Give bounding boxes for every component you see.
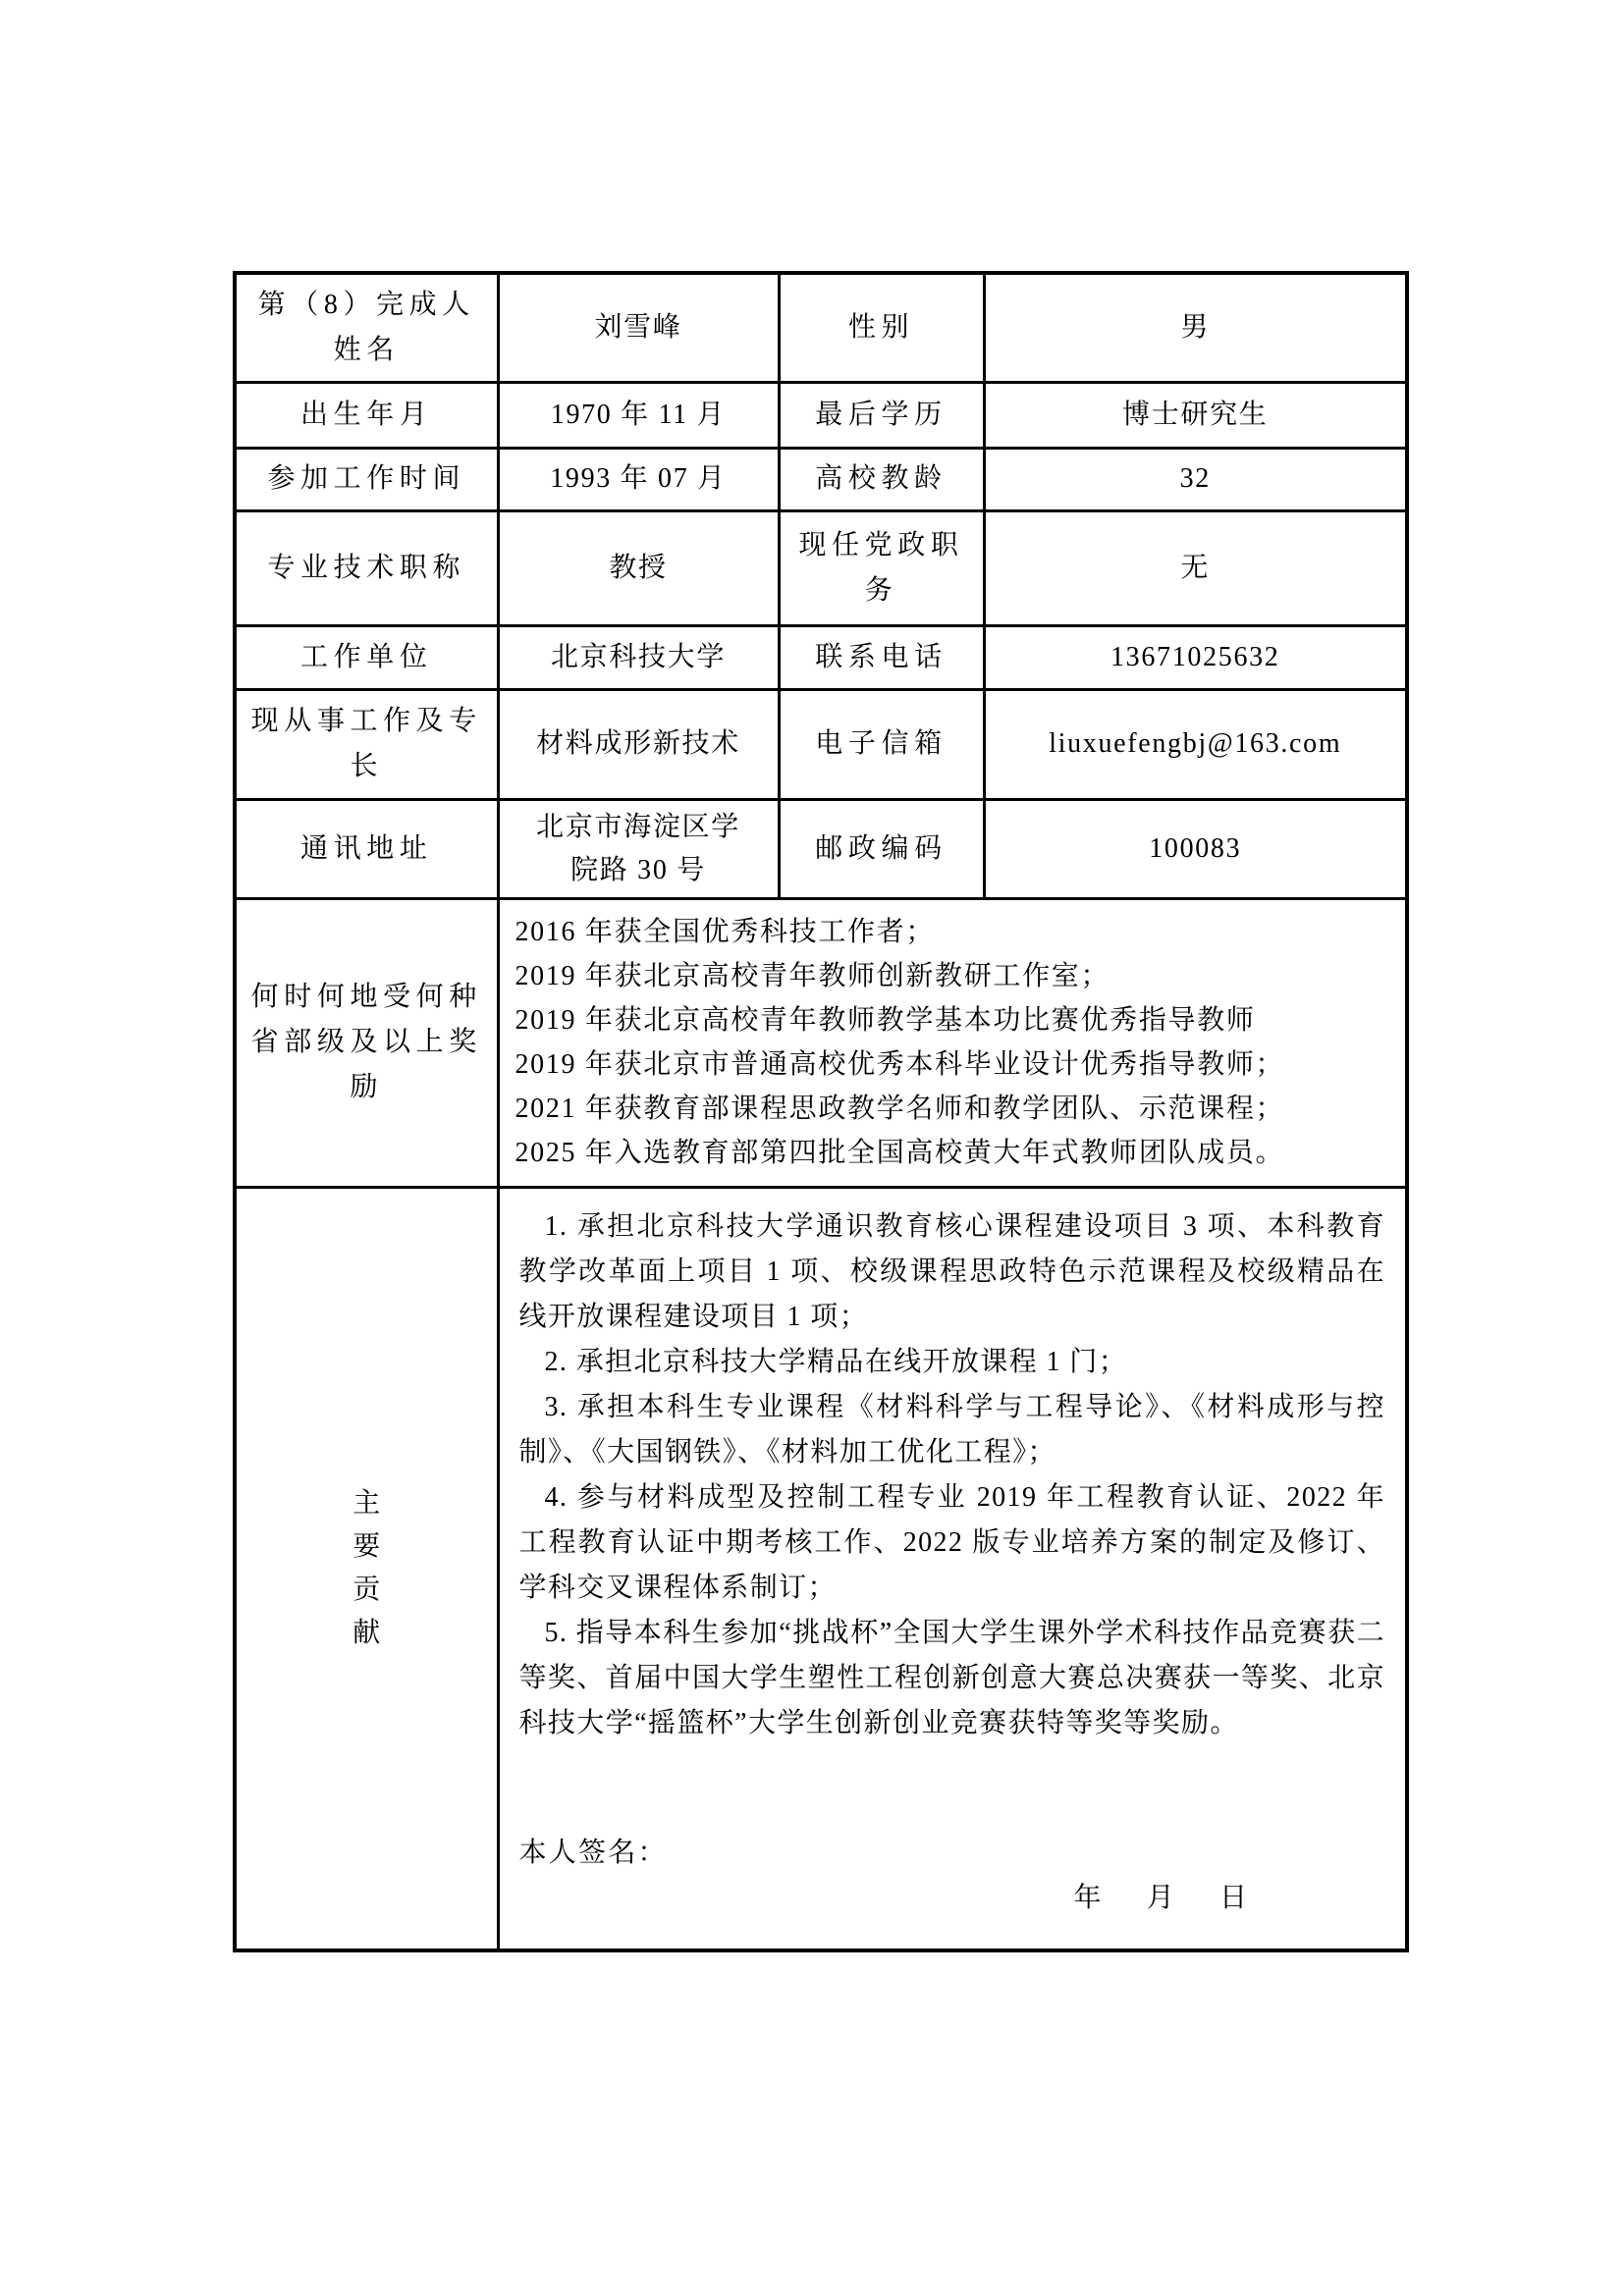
contribution-item: 3. 承担本科生专业课程《材料科学与工程导论》、《材料成形与控制》、《大国钢铁》、《材料加工优化工程》； xyxy=(518,1391,1385,1468)
birth-date-value: 1970 年 11 月 xyxy=(498,382,779,448)
award-line: 2021 年获教育部课程思政教学名师和教学团队、示范课程； xyxy=(514,1094,1285,1124)
education-label: 最后学历 xyxy=(779,382,984,448)
current-work-label: 现从事工作及专 长 xyxy=(235,689,498,799)
work-start-value: 1993 年 07 月 xyxy=(498,448,779,510)
party-position-label: 现任党政职 务 xyxy=(779,510,984,625)
birth-date-label: 出生年月 xyxy=(235,382,498,448)
table-row xyxy=(235,898,1407,1187)
contribution-item: 5. 指导本科生参加“挑战杯”全国大学生课外学术科技作品竞赛获二等奖、首届中国大学生塑性工程创新创意大赛总决赛获一等奖、北京科技大学“摇篮杯”大学生创新创业竞赛获特等奖等奖励。 xyxy=(518,1617,1385,1738)
address-value: 北京市海淀区学 院路 30 号 xyxy=(498,799,779,898)
table-row xyxy=(235,625,1407,689)
contribution-item: 2. 承担北京科技大学精品在线开放课程 1 门； xyxy=(544,1346,1128,1377)
address-label: 通讯地址 xyxy=(235,799,498,898)
teaching-years-value: 32 xyxy=(984,448,1407,510)
signature-date-line xyxy=(519,1876,1386,1921)
gender-value: 男 xyxy=(984,273,1407,382)
table-row xyxy=(235,273,1407,382)
award-line: 2019 年获北京高校青年教师教学基本功比赛优秀指导教师 xyxy=(514,1005,1256,1036)
table-row xyxy=(235,510,1407,625)
award-line: 2016 年获全国优秀科技工作者； xyxy=(514,917,936,947)
contributions-label: 主 要 贡 献 xyxy=(235,1187,498,1950)
phone-label: 联系电话 xyxy=(779,625,984,689)
awards-content xyxy=(498,898,1407,1187)
professional-title-value: 教授 xyxy=(498,510,779,625)
award-line: 2019 年获北京市普通高校优秀本科毕业设计优秀指导教师； xyxy=(514,1049,1285,1080)
month-label: 月 xyxy=(1146,1882,1176,1913)
table-row xyxy=(235,799,1407,898)
award-line: 2025 年入选教育部第四批全国高校黄大年式教师团队成员。 xyxy=(514,1138,1285,1168)
day-label: 日 xyxy=(1219,1882,1250,1913)
table-row xyxy=(235,382,1407,448)
professional-title-label: 专业技术职称 xyxy=(235,510,498,625)
teaching-years-label: 高校教龄 xyxy=(779,448,984,510)
postcode-label: 邮政编码 xyxy=(779,799,984,898)
awards-label: 何时何地受何种 省部级及以上奖 励 xyxy=(235,898,498,1187)
completer-name-label: 第（8）完成人 姓名 xyxy=(235,273,498,382)
email-label: 电子信箱 xyxy=(779,689,984,799)
signature-label: 本人签名： xyxy=(518,1837,668,1868)
employer-label: 工作单位 xyxy=(235,625,498,689)
contributions-content xyxy=(498,1187,1407,1950)
award-line: 2019 年获北京高校青年教师创新教研工作室； xyxy=(514,961,1110,991)
work-start-label: 参加工作时间 xyxy=(235,448,498,510)
contributions-text-block xyxy=(519,1204,1386,1921)
phone-value: 13671025632 xyxy=(984,625,1407,689)
table-row xyxy=(235,1187,1407,1950)
current-work-value: 材料成形新技术 xyxy=(498,689,779,799)
contribution-item: 4. 参与材料成型及控制工程专业 2019 年工程教育认证、2022 年工程教育认证中期考核工作、2022 版专业培养方案的制定及修订、学科交叉课程体系制订； xyxy=(518,1481,1385,1603)
completer-info-table xyxy=(233,271,1409,1952)
signature-block xyxy=(519,1831,1386,1921)
education-value: 博士研究生 xyxy=(984,382,1407,448)
gender-label: 性别 xyxy=(779,273,984,382)
postcode-value: 100083 xyxy=(984,799,1407,898)
table-row xyxy=(235,448,1407,510)
party-position-value: 无 xyxy=(984,510,1407,625)
table-row xyxy=(235,689,1407,799)
email-value: liuxuefengbj@163.com xyxy=(984,689,1407,799)
year-label: 年 xyxy=(1073,1882,1104,1913)
contribution-item: 1. 承担北京科技大学通识教育核心课程建设项目 3 项、本科教育教学改革面上项目 1 项、校级课程思政特色示范课程及校级精品在线开放课程建设项目 1 项； xyxy=(518,1210,1385,1332)
employer-value: 北京科技大学 xyxy=(498,625,779,689)
completer-name-value: 刘雪峰 xyxy=(498,273,779,382)
